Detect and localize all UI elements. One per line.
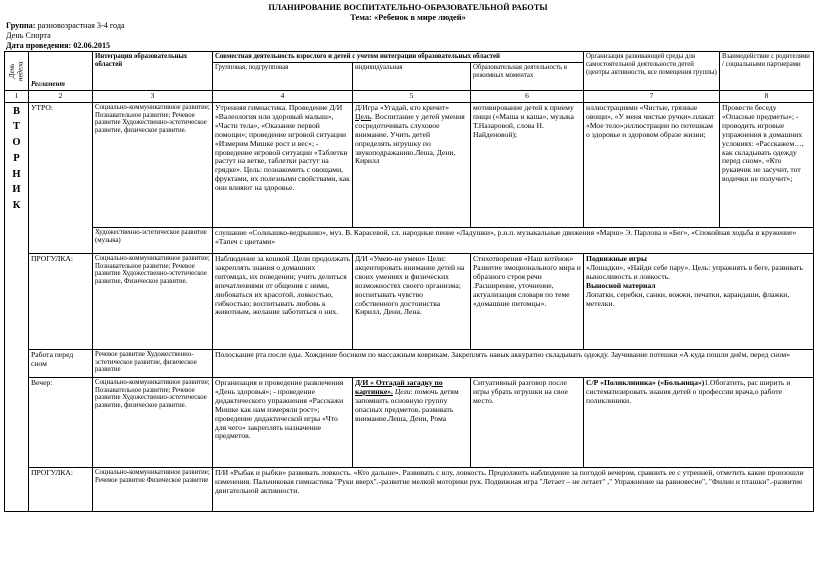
weekday-letter: Т [12,121,20,133]
morning-individual: Д/Игра «Угадай, кто кричит» Цель. Воспитание у детей умения сосредоточивать слуховое внимание. Учить детей определять игрушку по звукоподражанию.Леша, Дени, Кирилл [353,102,471,227]
integration-header: Интеграция образовательных областей [93,52,213,91]
walk-educational: Стихотворения «Наш котёнок» Развитие эмоционального мира и образного строя речи .Расширение, уточнение, актуализация словаря по теме «домашние питомцы». [471,253,584,349]
document-theme: Тема: «Ребенок в мире людей» [350,13,466,22]
music-row [5,227,814,253]
walk-individual: Д/И «Умею-не умею» Цели: акцентировать внимание детей на своих умениях и физических возможностях своего организма; воспитывать чувство собственного достоинства Кирилл, Дени, Лена. [353,253,471,349]
group-label: Группа: [6,21,36,30]
outdoor-games-text: «Лошадки», «Найди себе пару». Цель: упражнять в беге, развивать выносливость и ловкость. [586,262,803,281]
evening-educational: Ситуативный разговор после игры убрать игрушки на свое место. [471,377,584,467]
group-line [6,21,125,30]
evening-game-title: Д/И « Отгадай загадку по картинке». [355,377,443,396]
morning-group: Утренняя гимнастика. Проведение Д/И «Валеология или здоровый малыш», «Части тела», «Оказание первой помощи»; проведение игровой ситуации «Измерим Мишке рост и вес»; - проведение игровой ситуации «Таблетки растут на ветке, таблетки растут на грядке». Цель: познакомить с овощами, фруктами, их полезными свойствами, как они влияют на здоровье. [213,102,353,227]
evening-group: Организация и проведение развлечения «День здоровья»; - проведение дидактического упражнения «Расскажи Мишке как нам измеряли рост»; проведение дидактической игры «Что для чего» закреплять назначение предметов. [213,377,353,467]
weekday-letter: Н [12,168,21,180]
header-row [5,52,814,63]
role-play-text: 1.Обогатить, рас ширить и систематизировать знания детей о профессии врача,о работе поликлиники. [586,377,791,405]
evening-row [5,377,814,467]
morning-label: УТРО: [29,102,93,253]
evening-label: Вечер: [29,377,93,467]
sleep-label: Работа перед сном [29,349,93,377]
educational-header: Образовательная деятельность в режимных моментах [471,63,584,91]
music-content: слушание «Солнышко-ведрышко», муз. В. Карасевой, сл. народные пение «Ладушки», р.н.п. музыкальные движения «Марш» Э. Парлова и «Бег», «Спокойная ходьба и кружение» «Тапеч с цветами» [213,227,814,253]
environment-header: Организация развивающей среды для самостоятельной деятельности детей (центры активности, все помещения группы) [584,52,720,91]
col-number: 5 [353,91,471,103]
morning-parents: Провести беседу «Опасные предметы»; - проводить игровые упражнения в домашних условиях: «Расскажем…, как складывать одежду перед сном», «Кто рукавчик не засучит, тот водички не получит»; [720,102,814,227]
col-number: 8 [720,91,814,103]
weekday-letter: К [12,200,21,212]
evening-walk-areas: Социально-коммуникативное развитие; Речевое развитие Физическое развитие [93,467,213,511]
date-line: Дата проведения: 02.06.2015 [6,41,111,50]
reglament-header: Регламент [29,52,93,91]
col-number: 4 [213,91,353,103]
evening-individual [353,377,471,467]
evening-walk-label: ПРОГУЛКА: [29,467,93,511]
weekday-letter: О [12,137,21,149]
parents-header: Взаимодействие с родителями / социальными партнерами [720,52,814,91]
role-play-title: С/Р «Поликлиника» («Больница») [586,377,705,387]
evening-areas: Социально-коммуникативное развитие; Познавательное развитие; Речевое развитие Художественно-эстетическое развитие, физическое развитие. [93,377,213,467]
sleep-row [5,349,814,377]
weekday-letter: В [12,105,20,117]
music-areas: Художественно-эстетическое развитие (музыка) [93,227,213,253]
evening-environment [584,377,814,467]
sleep-content: Полоскание рта после еды. Хождение босиком по массажным коврикам. Закреплять навык аккуратно складывать одежду. Заучивание потешки «А куда пошли днём, перед сном» [213,349,814,377]
col-number: 7 [584,91,720,103]
outdoor-material-text: Лопатки, серебки, санки, вожжи, печатки, карандаши, флажки, метелки. [586,289,790,308]
walk-areas: Социально-коммуникативное развитие; Познавательное развитие; Речевое развитие Художественно-эстетическое развитие, Физическое развитие. [93,253,213,349]
evening-walk-content: П/И «Рыбак и рыбки» развивать ловкость. «Кто дальше». Развивать с илу, ловкость. Продолжить наблюдение за погодой вечером, сравнить ее с утренней, отметить какие произошли изменения. Пальчиковая гимнастика "Руки вверх".-развитие мелкой моторики рук. Подвижная игра "Летает – не летает" ," Упражнение на равновесие", "Филин и пташки".-развитие двигательной активности. [213,467,814,511]
col-number: 6 [471,91,584,103]
group-value: разновозрастная 3-4 года [35,21,125,30]
evening-walk-row [5,467,814,511]
outdoor-material-title: Выносной материал [586,280,656,290]
walk-environment [584,253,814,349]
walk-row [5,253,814,349]
col-number: 1 [5,91,29,103]
outdoor-games-title: Подвижные игры [586,253,647,263]
column-numbers-row [5,91,814,103]
morning-educational: мотивирование детей к приему пищи («Маша и каша», музыка Т.Назаровой, слова Н. Найденовой); [471,102,584,227]
evening-goal-label: Цели [394,386,411,396]
document-title: ПЛАНИРОВАНИЕ ВОСПИТАТЕЛЬНО-ОБРАЗОВАТЕЛЬНОЙ РАБОТЫ [268,3,548,12]
joint-activity-header: Совместная деятельность взрослого и детей с учетом интеграции образовательных областей [213,52,584,63]
individual-header: индивидуальная [353,63,471,91]
day-of-week-header: День недели [5,52,29,91]
weekday-cell [5,102,29,511]
col-number: 3 [93,91,213,103]
walk-group: Наблюдение за кошкой .Цели продолжать закреплять знания о домашних питомцах, их поведении; учить делиться впечатлениями от общения с ними, любоваться их красотой, ловкостью, гибкостью; воспитывать любовь к животным, желание заботиться о них. [213,253,353,349]
col-number: 2 [29,91,93,103]
day-name: День Спорта [6,31,51,40]
sleep-areas: Речевое развитие Художественно-эстетическое развитие, физическое развитие [93,349,213,377]
morning-row [5,102,814,227]
walk-label: ПРОГУЛКА: [29,253,93,349]
plan-table [4,51,814,512]
weekday-letter: Р [13,152,20,164]
morning-areas: Социально-коммуникативное развитие; Познавательное развитие; Речевое развитие Художественно-эстетическое развитие, физическое развитие. [93,102,213,227]
evening-goal-text: : помочь детям запомнить основную группу опасных предметов, развивать внимание.Леша, Дени, Рома [355,386,459,423]
morning-environment: иллюстрациями «Чистые, грязные овощи», «У меня чистые ручки».плакат «Мое тело»;иллюстрации по потешкам о здоровье и здоровом образе жизни; [584,102,720,227]
weekday-letter: И [12,184,21,196]
group-activity-header: Групповая, подгрупповая [213,63,353,91]
